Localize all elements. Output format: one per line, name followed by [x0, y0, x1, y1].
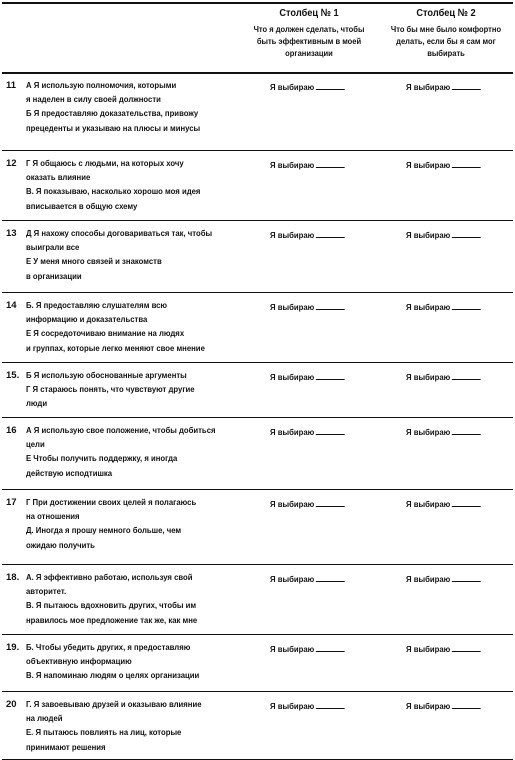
- question-line: люди: [26, 398, 48, 409]
- table-header: [2, 2, 513, 74]
- answer-blank[interactable]: [316, 228, 345, 238]
- table-row: [2, 417, 513, 490]
- question-line: на отношения: [26, 511, 80, 522]
- question-line: выиграли все: [26, 242, 80, 253]
- table-row: [2, 292, 513, 363]
- choice-label: Я выбираю: [270, 160, 315, 170]
- question-line: оказать влияние: [26, 172, 91, 183]
- question-text: [26, 570, 220, 627]
- table-row: [2, 691, 513, 760]
- question-text: [26, 298, 220, 355]
- column-1-choice: [270, 699, 345, 711]
- answer-blank[interactable]: [316, 699, 345, 709]
- question-line: Б Я предоставляю доказательства, привожу: [26, 108, 199, 119]
- question-line: авторитет.: [26, 586, 67, 597]
- question-line: А. Я эффективно работаю, используя свой: [26, 572, 193, 582]
- question-text: [26, 368, 220, 411]
- question-line: нравилось мое предложение так же, как мне: [26, 614, 198, 625]
- question-line: прецеденты и указываю на плюсы и минусы: [26, 122, 201, 133]
- question-line: вписывается в общую схему: [26, 200, 138, 211]
- choice-label: Я выбираю: [406, 574, 451, 584]
- question-number: 11: [6, 80, 17, 91]
- choice-label: Я выбираю: [270, 499, 315, 509]
- question-line: В. Я показываю, насколько хорошо моя идея: [26, 186, 201, 197]
- question-number: 18.: [6, 572, 20, 583]
- table-row: [2, 362, 513, 418]
- choice-label: Я выбираю: [270, 230, 315, 240]
- answer-blank[interactable]: [452, 80, 481, 90]
- choice-label: Я выбираю: [406, 82, 451, 92]
- question-line: объективную информацию: [26, 656, 132, 667]
- table-row: [2, 72, 513, 151]
- question-line: Е Чтобы получить поддержку, я иногда: [26, 453, 178, 464]
- question-line: Б. Чтобы убедить других, я предоставляю: [26, 642, 191, 652]
- question-line: цели: [26, 439, 45, 450]
- question-number: 16: [6, 425, 17, 436]
- choice-label: Я выбираю: [406, 230, 451, 240]
- question-line: А Я использую полномочия, которыми: [26, 80, 177, 90]
- question-line: информацию и доказательства: [26, 314, 148, 325]
- choice-label: Я выбираю: [406, 701, 451, 711]
- column-2-choice: [406, 370, 481, 382]
- column-2-choice: [406, 497, 481, 509]
- answer-blank[interactable]: [316, 572, 345, 582]
- question-line: Б. Я предоставляю слушателям всю: [26, 300, 168, 310]
- column-2-choice: [406, 699, 481, 711]
- column-1-choice: [270, 228, 345, 240]
- question-line: Г Я стараюсь понять, что чувствуют другие: [26, 384, 195, 395]
- question-text: [26, 495, 220, 552]
- column-2-choice: [406, 425, 481, 437]
- question-number: 12: [6, 158, 17, 169]
- column-2-title: Столбец № 2: [416, 7, 476, 19]
- question-line: ожидаю получить: [26, 539, 95, 550]
- answer-blank[interactable]: [452, 572, 481, 582]
- answer-blank[interactable]: [452, 370, 481, 380]
- question-number: 19.: [6, 642, 20, 653]
- answer-blank[interactable]: [452, 425, 481, 435]
- table-row: [2, 220, 513, 293]
- questionnaire-page: [2, 2, 513, 752]
- answer-blank[interactable]: [316, 642, 345, 652]
- column-1-choice: [270, 300, 345, 312]
- question-line: Е Я сосредоточиваю внимание на людях: [26, 328, 185, 339]
- question-line: принимают решения: [26, 741, 106, 752]
- choice-label: Я выбираю: [270, 644, 315, 654]
- question-line: и группах, которые легко меняют свое мнение: [26, 342, 205, 353]
- choice-label: Я выбираю: [406, 644, 451, 654]
- column-1-title: Столбец № 1: [279, 7, 339, 19]
- column-2-choice: [406, 80, 481, 92]
- question-text: [26, 156, 220, 213]
- choice-label: Я выбираю: [270, 701, 315, 711]
- question-line: Е У меня много связей и знакомств: [26, 256, 162, 267]
- column-2-choice: [406, 300, 481, 312]
- answer-blank[interactable]: [452, 642, 481, 652]
- question-number: 13: [6, 228, 17, 239]
- choice-label: Я выбираю: [406, 499, 451, 509]
- question-line: действую исподтишка: [26, 467, 113, 478]
- choice-label: Я выбираю: [406, 302, 451, 312]
- question-number: 14: [6, 300, 17, 311]
- column-1-choice: [270, 370, 345, 382]
- table-row: [2, 150, 513, 221]
- choice-label: Я выбираю: [270, 427, 315, 437]
- table-row: [2, 564, 513, 635]
- answer-blank[interactable]: [452, 158, 481, 168]
- question-line: В. Я напоминаю людям о целях организации: [26, 670, 200, 681]
- answer-blank[interactable]: [316, 425, 345, 435]
- table-row: [2, 634, 513, 692]
- column-1-choice: [270, 642, 345, 654]
- column-2-subtitle: Что бы мне было комфортно делать, если бы я сам мог выбирать: [390, 24, 502, 58]
- column-2-choice: [406, 158, 481, 170]
- question-line: Д. Иногда я прошу немного больше, чем: [26, 525, 182, 536]
- answer-blank[interactable]: [316, 497, 345, 507]
- answer-blank[interactable]: [452, 300, 481, 310]
- answer-blank[interactable]: [452, 228, 481, 238]
- choice-label: Я выбираю: [270, 82, 315, 92]
- question-line: Е. Я пытаюсь повлиять на лиц, которые: [26, 727, 182, 738]
- column-1-subtitle: Что я должен сделать, чтобы быть эффективным в моей организации: [253, 24, 365, 58]
- column-1-header: [242, 7, 376, 59]
- answer-blank[interactable]: [316, 80, 345, 90]
- choice-label: Я выбираю: [406, 427, 451, 437]
- column-2-choice: [406, 572, 481, 584]
- column-1-choice: [270, 80, 345, 92]
- question-line: Д Я нахожу способы договариваться так, чтобы: [26, 228, 213, 238]
- answer-blank[interactable]: [452, 699, 481, 709]
- question-text: [26, 697, 220, 754]
- table-row: [2, 489, 513, 565]
- column-2-choice: [406, 642, 481, 654]
- choice-label: Я выбираю: [406, 160, 451, 170]
- question-number: 20: [6, 699, 17, 710]
- question-line: на людей: [26, 713, 63, 724]
- question-line: я наделен в силу своей должности: [26, 94, 161, 105]
- question-text: [26, 423, 220, 480]
- question-line: Б Я использую обоснованные аргументы: [26, 370, 187, 380]
- answer-blank[interactable]: [452, 497, 481, 507]
- question-line: Г При достижении своих целей я полагаюсь: [26, 497, 197, 507]
- question-line: Г. Я завоевываю друзей и оказываю влияние: [26, 699, 202, 709]
- column-2-header: [379, 7, 513, 59]
- column-1-choice: [270, 425, 345, 437]
- question-line: Г Я общаюсь с людьми, на которых хочу: [26, 158, 184, 168]
- choice-label: Я выбираю: [270, 574, 315, 584]
- question-line: В. Я пытаюсь вдохновить других, чтобы им: [26, 600, 197, 611]
- question-text: [26, 640, 220, 683]
- question-line: А Я использую свое положение, чтобы добиться: [26, 425, 216, 435]
- question-text: [26, 78, 220, 135]
- column-1-choice: [270, 572, 345, 584]
- choice-label: Я выбираю: [406, 372, 451, 382]
- answer-blank[interactable]: [316, 158, 345, 168]
- choice-label: Я выбираю: [270, 302, 315, 312]
- column-2-choice: [406, 228, 481, 240]
- answer-blank[interactable]: [316, 370, 345, 380]
- column-1-choice: [270, 158, 345, 170]
- question-number: 15.: [6, 370, 20, 381]
- column-1-choice: [270, 497, 345, 509]
- choice-label: Я выбираю: [270, 372, 315, 382]
- answer-blank[interactable]: [316, 300, 345, 310]
- question-text: [26, 226, 220, 283]
- question-line: в организации: [26, 270, 82, 281]
- question-number: 17: [6, 497, 17, 508]
